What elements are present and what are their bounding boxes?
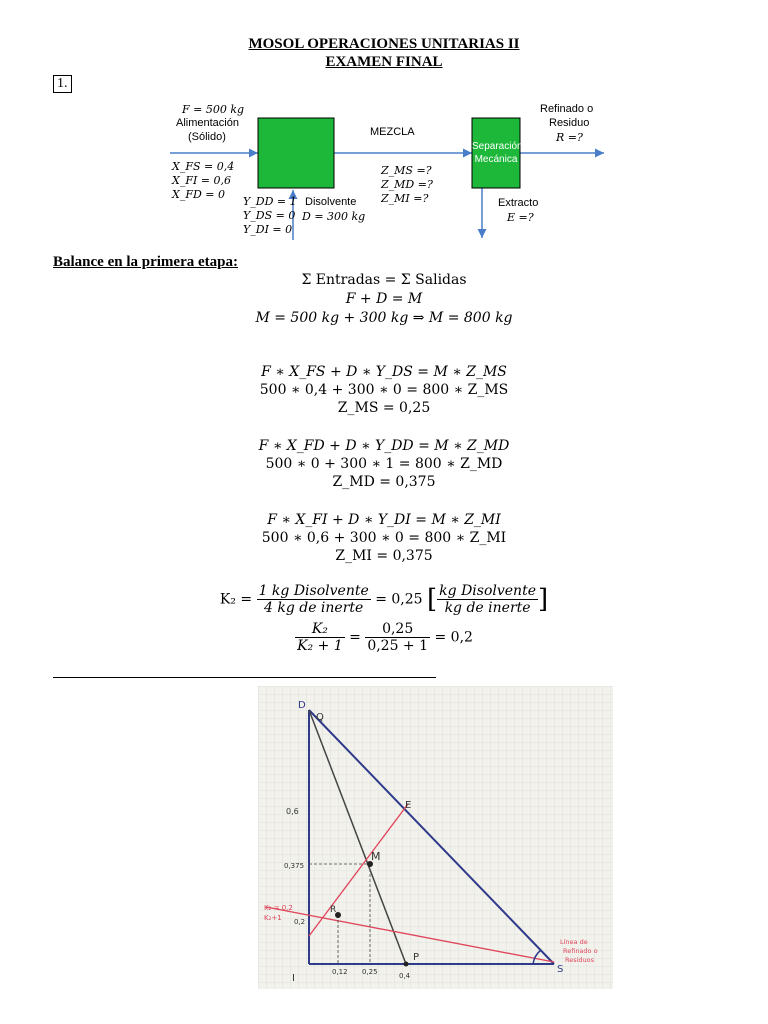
point-p-label: P [413,952,420,963]
mix-comp-i: Z_MI =? [381,192,429,205]
extract-mass: E =? [507,211,534,224]
feed-comp-i: X_FI = 0,6 [172,174,232,187]
solvent-comp-s: Y_DS = 0 [243,209,296,222]
note-line-1: Línea de [560,938,588,946]
eq-solute-3: Z_MS = 0,25 [337,400,431,416]
eq-k2: K₂ = $\frac{\text{1 kg Disolvente}}{\text{4 kg de inerte}}$ = 0,25 [ $\frac{\text{kg Disolvente}}{\text{kg de inerte}}$ ] [219,583,549,616]
eq-total-mass: M = 500 kg + 300 kg ⇒ M = 800 kg [255,310,513,326]
y-tick-0375: 0,375 [284,862,305,870]
k-label-bottom: K₂+1 [264,914,282,922]
k2-units: $\frac{\text{kg Disolvente}}{\text{kg de inerte}}$ [439,583,536,616]
divider [53,677,436,678]
k2-lhs: K₂ = [219,591,253,608]
eq-ratio: $\frac{\text{K₂}}{\text{K₂ + 1}}$ = $\frac{0,25}{0,25 + 1}$ = 0,2 [297,621,473,654]
note-line-2: Refinado o [563,947,598,955]
feed-comp-d: X_FD = 0 [172,188,225,201]
vertex-s: S [557,964,564,975]
raffinate-mass: R =? [556,131,583,144]
point-r-label: R [330,905,337,915]
ratio-fraction: $\frac{\text{K₂}}{\text{K₂ + 1}}$ [297,621,343,654]
separator-label-2: Mecánica [474,154,518,165]
eq-sum: Σ Entradas = Σ Salidas [301,272,467,288]
mix-comp-s: Z_MS =? [381,164,432,177]
feed-solid: (Sólido) [188,131,226,143]
raffinate-label-2: Residuo [549,117,590,129]
eq-solvent-3: Z_MD = 0,375 [332,474,436,490]
problem-number: 1. [53,75,72,93]
ratio-result: = 0,2 [434,629,473,646]
separator-label-1: Separación [472,141,523,152]
feed-mass: F = 500 kg [182,103,245,116]
ternary-graph [258,686,613,989]
point-m-label: M [371,850,381,863]
eq-inert-3: Z_MI = 0,375 [335,548,433,564]
vertex-i: I [292,973,295,984]
separator-box [472,118,523,188]
extract-label: Extracto [498,197,539,209]
k2-value: = 0,25 [375,591,423,608]
solvent-comp-d: Y_DD = 1 [243,195,297,208]
eq-solute-2: 500 ∗ 0,4 + 300 ∗ 0 = 800 ∗ Z_MS [259,382,509,398]
point-e-label: E [405,800,412,811]
mixer-box [258,118,334,188]
eq-inert-2: 500 ∗ 0,6 + 300 ∗ 0 = 800 ∗ Z_MI [261,530,507,546]
vertex-d: D [298,700,306,711]
eq-solvent-1: F ∗ X_FD + D ∗ Y_DD = M ∗ Z_MD [258,438,510,454]
y-tick-02: 0,2 [294,918,306,926]
solvent-label: Disolvente [305,196,357,208]
feed-comp-s: X_FS = 0,4 [172,160,235,173]
ratio-fraction-values: $\frac{0,25}{0,25 + 1}$ [367,621,429,654]
note-line-3: Residuos [565,956,595,964]
balance-heading: Balance en la primera etapa: [53,254,238,270]
feed-label: Alimentación [176,117,239,129]
exam-subtitle: EXAMEN FINAL [325,54,443,70]
mix-label: MEZCLA [370,126,415,138]
eq-solvent-2: 500 ∗ 0 + 300 ∗ 1 = 800 ∗ Z_MD [265,456,503,472]
x-tick-012: 0,12 [332,968,348,976]
eq-total: F + D = M [345,291,423,307]
y-tick-06: 0,6 [286,807,299,816]
solvent-mass: D = 300 kg [302,210,366,223]
x-tick-025: 0,25 [362,968,378,976]
point-p [404,962,409,967]
point-q-label: Q [316,712,324,723]
mix-comp-d: Z_MD =? [381,178,433,191]
solvent-comp-i: Y_DI = 0 [243,223,293,236]
exam-title: MOSOL OPERACIONES UNITARIAS II [248,36,520,52]
eq-solute-1: F ∗ X_FS + D ∗ Y_DS = M ∗ Z_MS [261,364,507,380]
eq-inert-1: F ∗ X_FI + D ∗ Y_DI = M ∗ Z_MI [267,512,501,528]
k2-fraction: $\frac{\text{1 kg Disolvente}}{\text{4 kg de inerte}}$ [258,583,369,616]
x-tick-04: 0,4 [399,972,411,980]
k-label-top: K₂ = 0,2 [264,904,293,912]
ternary-graph-photo [258,686,613,989]
raffinate-label-1: Refinado o [540,103,594,115]
